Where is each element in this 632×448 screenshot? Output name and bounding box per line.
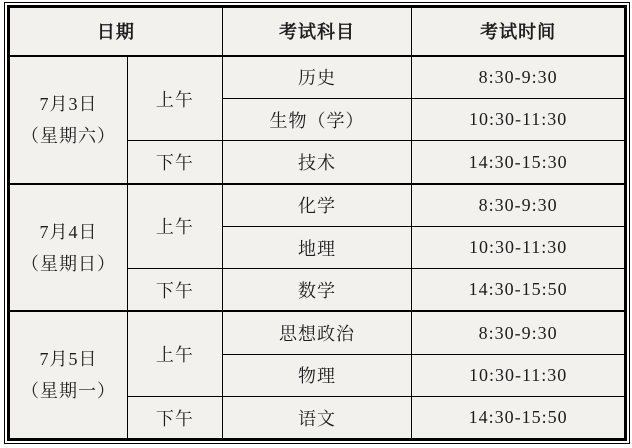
date-line1: 7月3日 (39, 93, 98, 114)
period-cell-am: 上午 (127, 311, 222, 396)
subject-cell: 历史 (222, 56, 412, 99)
date-line2: （星期六） (20, 125, 116, 146)
subject-cell: 语文 (222, 397, 412, 440)
table-row (9, 184, 626, 227)
header-row (9, 7, 626, 56)
header-time: 考试时间 (412, 7, 626, 56)
subject-cell: 物理 (222, 354, 412, 397)
exam-schedule-table (7, 5, 627, 441)
subject-cell: 化学 (222, 184, 412, 227)
period-cell-pm: 下午 (127, 141, 222, 184)
date-cell-day3 (9, 311, 128, 439)
subject-cell: 数学 (222, 269, 412, 312)
time-cell: 10:30-11:30 (412, 226, 626, 269)
date-line1: 7月4日 (39, 221, 98, 242)
time-cell: 14:30-15:50 (412, 269, 626, 312)
time-cell: 8:30-9:30 (412, 184, 626, 227)
date-line1: 7月5日 (39, 349, 98, 370)
table-row (9, 56, 626, 99)
period-cell-pm: 下午 (127, 397, 222, 440)
subject-cell: 技术 (222, 141, 412, 184)
subject-cell: 思想政治 (222, 311, 412, 354)
period-cell-am: 上午 (127, 184, 222, 269)
subject-cell: 生物（学） (222, 98, 412, 141)
time-cell: 10:30-11:30 (412, 98, 626, 141)
time-cell: 8:30-9:30 (412, 311, 626, 354)
date-cell-day1 (9, 56, 128, 184)
date-line2: （星期一） (20, 381, 116, 402)
header-date: 日期 (9, 7, 223, 56)
period-cell-pm: 下午 (127, 269, 222, 312)
time-cell: 10:30-11:30 (412, 354, 626, 397)
date-line2: （星期日） (20, 253, 116, 274)
table-row (9, 311, 626, 354)
exam-schedule-table-frame (4, 2, 630, 444)
subject-cell: 地理 (222, 226, 412, 269)
period-cell-am: 上午 (127, 56, 222, 141)
date-cell-day2 (9, 184, 128, 312)
time-cell: 8:30-9:30 (412, 56, 626, 99)
time-cell: 14:30-15:50 (412, 397, 626, 440)
time-cell: 14:30-15:30 (412, 141, 626, 184)
header-subject: 考试科目 (222, 7, 412, 56)
